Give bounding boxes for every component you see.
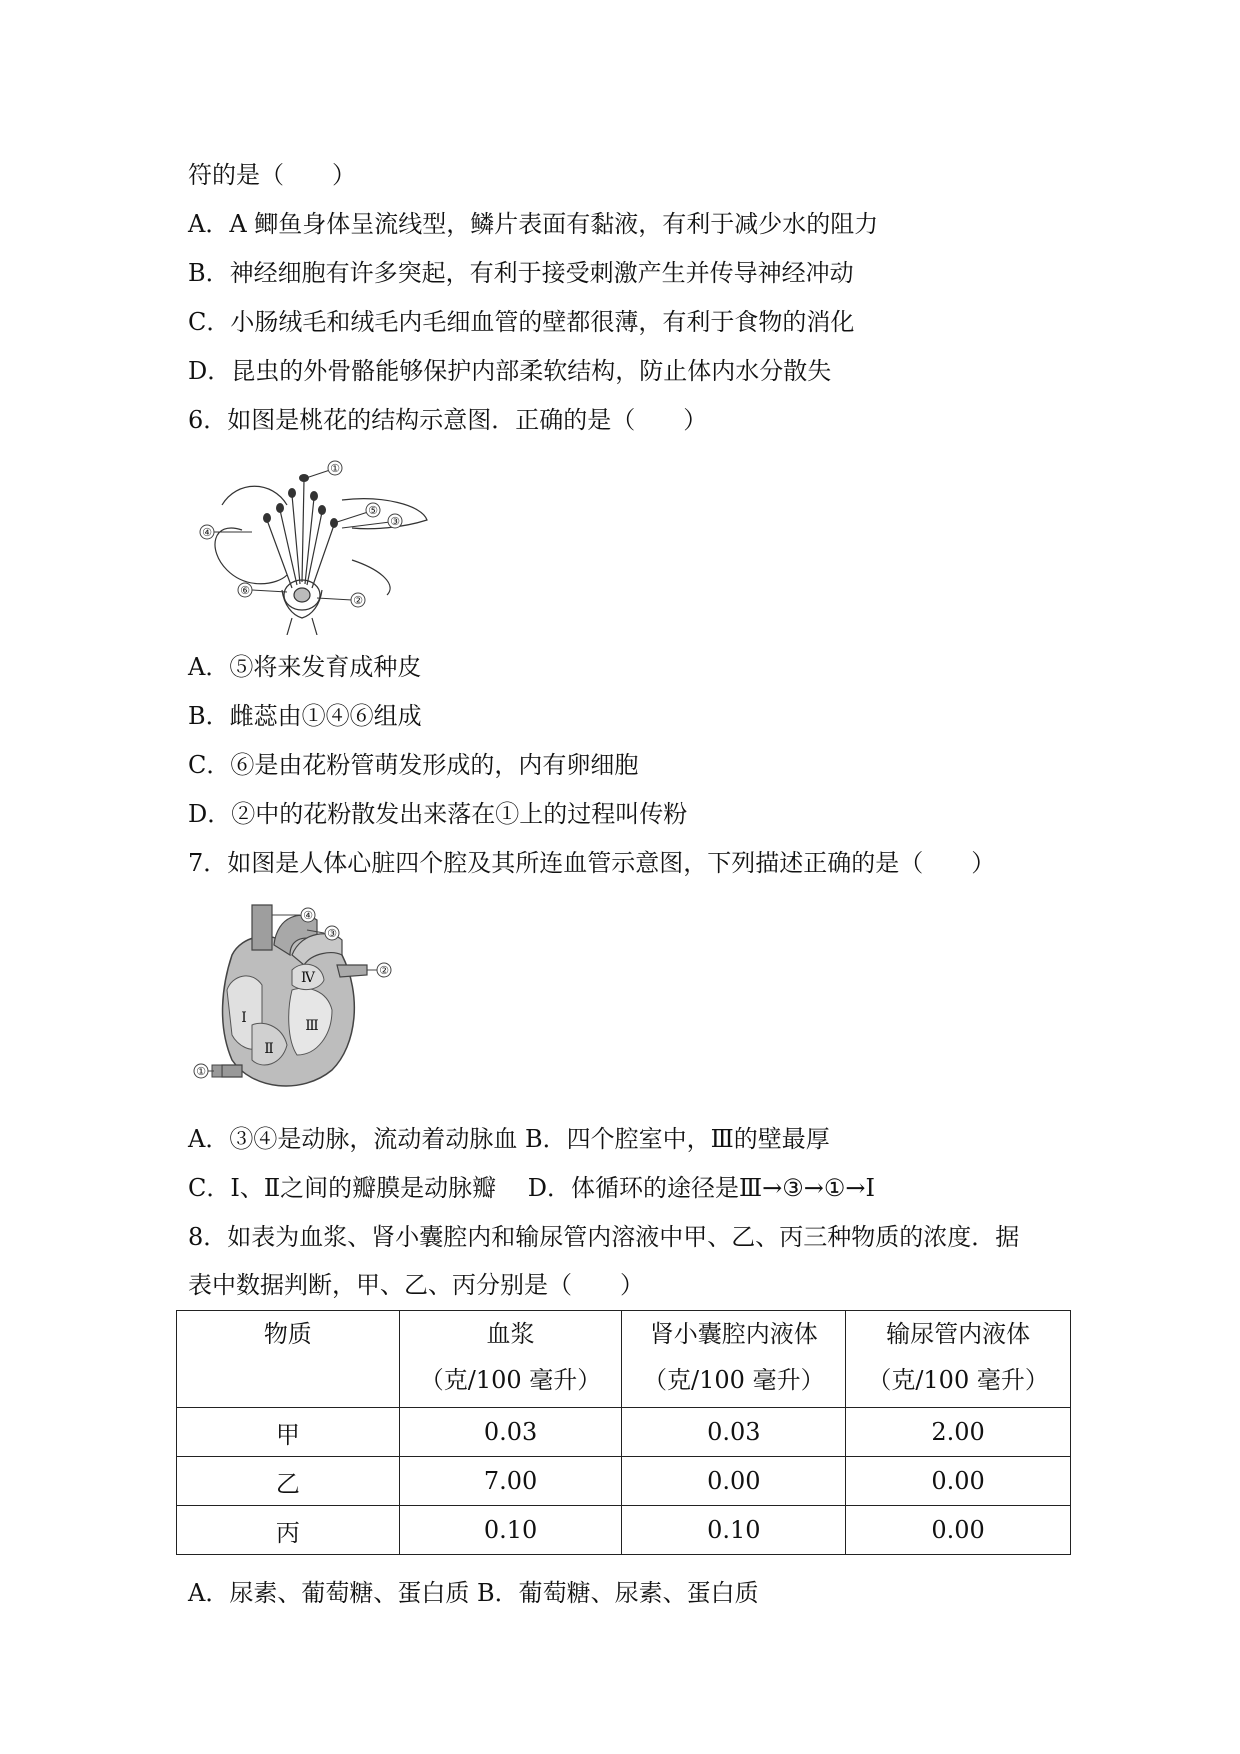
question-6-option-a: A．⑤将来发育成种皮 xyxy=(188,653,422,681)
question-8-options-ab: A．尿素、葡萄糖、蛋白质 B．葡萄糖、尿素、蛋白质 xyxy=(188,1579,759,1607)
question-6-option-c: C．⑥是由花粉管萌发形成的，内有卵细胞 xyxy=(188,751,639,779)
flower-label-6: ⑥ xyxy=(240,584,250,597)
heart-label-2: ② xyxy=(379,964,389,977)
question-6-option-b: B．雌蕊由①④⑥组成 xyxy=(188,702,422,730)
header-capsule-fluid: 肾小囊腔内液体 （克/100 毫升） xyxy=(622,1311,846,1408)
flower-label-1: ① xyxy=(330,462,340,475)
question-8-stem-2: 表中数据判断，甲、乙、丙分别是（ ） xyxy=(188,1271,644,1299)
header-plasma: 血浆 （克/100 毫升） xyxy=(399,1311,622,1408)
table-header-row xyxy=(177,1311,1071,1408)
heart-label-3: ③ xyxy=(327,927,337,940)
header-substance: 物质 xyxy=(177,1311,400,1408)
table-cell: 0.10 xyxy=(399,1506,622,1555)
question-5-option-a: A．A 鲫鱼身体呈流线型，鳞片表面有黏液，有利于减少水的阻力 xyxy=(188,210,879,238)
question-5-option-d: D．昆虫的外骨骼能够保护内部柔软结构，防止体内水分散失 xyxy=(188,357,832,385)
table-cell: 0.00 xyxy=(846,1457,1071,1506)
table-cell: 0.03 xyxy=(399,1408,622,1457)
table-cell: 0.10 xyxy=(622,1506,846,1555)
question-5-stem-tail: 符的是（ ） xyxy=(188,161,356,189)
heart-label-4: ④ xyxy=(303,909,313,922)
flower-label-4: ④ xyxy=(202,526,212,539)
table-row xyxy=(177,1408,1071,1457)
peach-flower-diagram xyxy=(192,450,444,635)
question-6-stem: 6．如图是桃花的结构示意图．正确的是（ ） xyxy=(188,406,708,434)
question-8-stem-1: 8．如表为血浆、肾小囊腔内和输尿管内溶液中甲、乙、丙三种物质的浓度．据 xyxy=(188,1223,1020,1251)
table-row xyxy=(177,1506,1071,1555)
header-ureter-fluid: 输尿管内液体 （克/100 毫升） xyxy=(846,1311,1071,1408)
table-row xyxy=(177,1457,1071,1506)
heart-chamber-4: Ⅳ xyxy=(301,970,315,986)
table-cell: 7.00 xyxy=(399,1457,622,1506)
concentration-table xyxy=(176,1310,1071,1555)
flower-label-3: ③ xyxy=(390,515,400,528)
question-7-stem: 7．如图是人体心脏四个腔及其所连血管示意图，下列描述正确的是（ ） xyxy=(188,849,996,877)
table-cell: 乙 xyxy=(177,1457,400,1506)
question-7-options-cd: C．Ⅰ、Ⅱ之间的瓣膜是动脉瓣 D．体循环的途径是Ⅲ→③→①→Ⅰ xyxy=(188,1174,876,1202)
question-5-option-c: C．小肠绒毛和绒毛内毛细血管的壁都很薄，有利于食物的消化 xyxy=(188,308,855,336)
heart-label-1: ① xyxy=(196,1065,206,1078)
flower-label-2: ② xyxy=(353,594,363,607)
question-6-option-d: D．②中的花粉散发出来落在①上的过程叫传粉 xyxy=(188,800,688,828)
table-cell: 0.00 xyxy=(622,1457,846,1506)
heart-chamber-2: Ⅱ xyxy=(264,1041,274,1057)
question-5-option-b: B．神经细胞有许多突起，有利于接受刺激产生并传导神经冲动 xyxy=(188,259,854,287)
heart-chamber-3: Ⅲ xyxy=(305,1018,319,1034)
table-cell: 0.00 xyxy=(846,1506,1071,1555)
table-cell: 2.00 xyxy=(846,1408,1071,1457)
table-cell: 甲 xyxy=(177,1408,400,1457)
flower-label-5: ⑤ xyxy=(368,504,378,517)
table-cell: 丙 xyxy=(177,1506,400,1555)
question-7-options-ab: A．③④是动脉，流动着动脉血 B．四个腔室中，Ⅲ的壁最厚 xyxy=(188,1125,830,1153)
heart-chamber-1: Ⅰ xyxy=(241,1010,247,1026)
heart-diagram xyxy=(192,895,392,1100)
table-cell: 0.03 xyxy=(622,1408,846,1457)
